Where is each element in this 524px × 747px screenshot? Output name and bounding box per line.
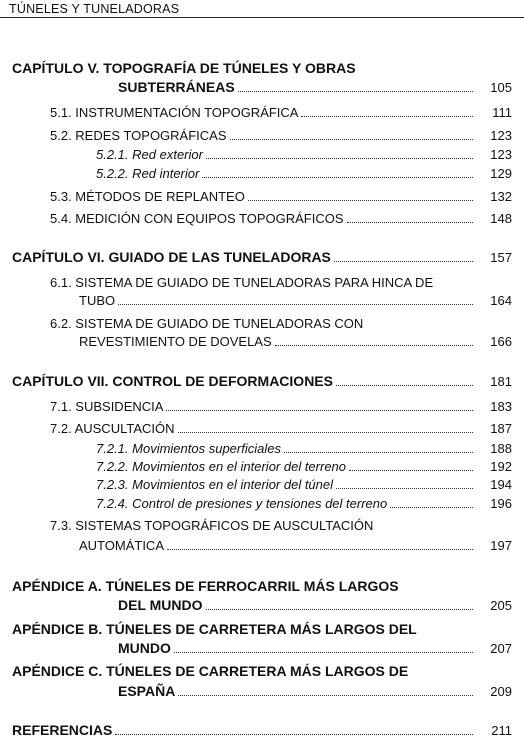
dot-leader [206,609,473,610]
dot-leader [248,200,473,201]
header-rule [0,17,524,18]
toc-page-number: 164 [490,293,512,308]
dot-leader [390,507,473,508]
dot-leader [115,734,473,735]
dot-leader [238,91,473,92]
dot-leader [347,222,473,223]
toc-page-number: 188 [490,441,512,456]
toc-page-number: 123 [490,128,512,143]
toc-page-number: 194 [490,477,512,492]
toc-page-number: 166 [490,334,512,349]
dot-leader [174,652,473,653]
toc-page-number: 129 [490,166,512,181]
dot-leader [118,304,473,305]
dot-leader [334,261,473,262]
toc-page-number: 211 [491,723,512,738]
toc-page-number: 192 [490,459,512,474]
toc-page-number: 123 [490,147,512,162]
dot-leader [301,116,473,117]
toc-page-number: 187 [490,421,512,436]
dot-leader [206,158,473,159]
dot-leader [178,432,474,433]
dot-leader [336,385,473,386]
toc-page-number: 196 [490,496,512,511]
dot-leader [336,488,473,489]
toc-page-number: 157 [490,250,512,265]
toc-page-number: 205 [490,598,512,613]
dot-leader [166,410,473,411]
toc-page-number: 132 [490,189,512,204]
toc-title-line: CAPÍTULO V. TOPOGRAFÍA DE TÚNELES Y OBRAS [12,60,356,76]
dot-leader [202,177,473,178]
toc-title-line: SUBTERRÁNEAS [118,79,476,95]
toc-page-number: 183 [490,399,512,414]
dot-leader [349,470,473,471]
dot-leader [230,139,473,140]
running-title: TÚNELES Y TUNELADORAS [9,2,180,16]
dot-leader [284,452,473,453]
toc-page-number: 197 [490,538,512,553]
toc-page-number: 207 [490,641,512,656]
dot-leader [167,549,473,550]
dot-leader [178,695,473,696]
toc-page-number: 148 [490,211,512,226]
toc-page-number: 111 [492,105,512,120]
toc-page-number: 181 [490,374,512,389]
toc-page-number: 105 [490,80,512,95]
dot-leader [275,345,473,346]
toc-page-number: 209 [490,684,512,699]
